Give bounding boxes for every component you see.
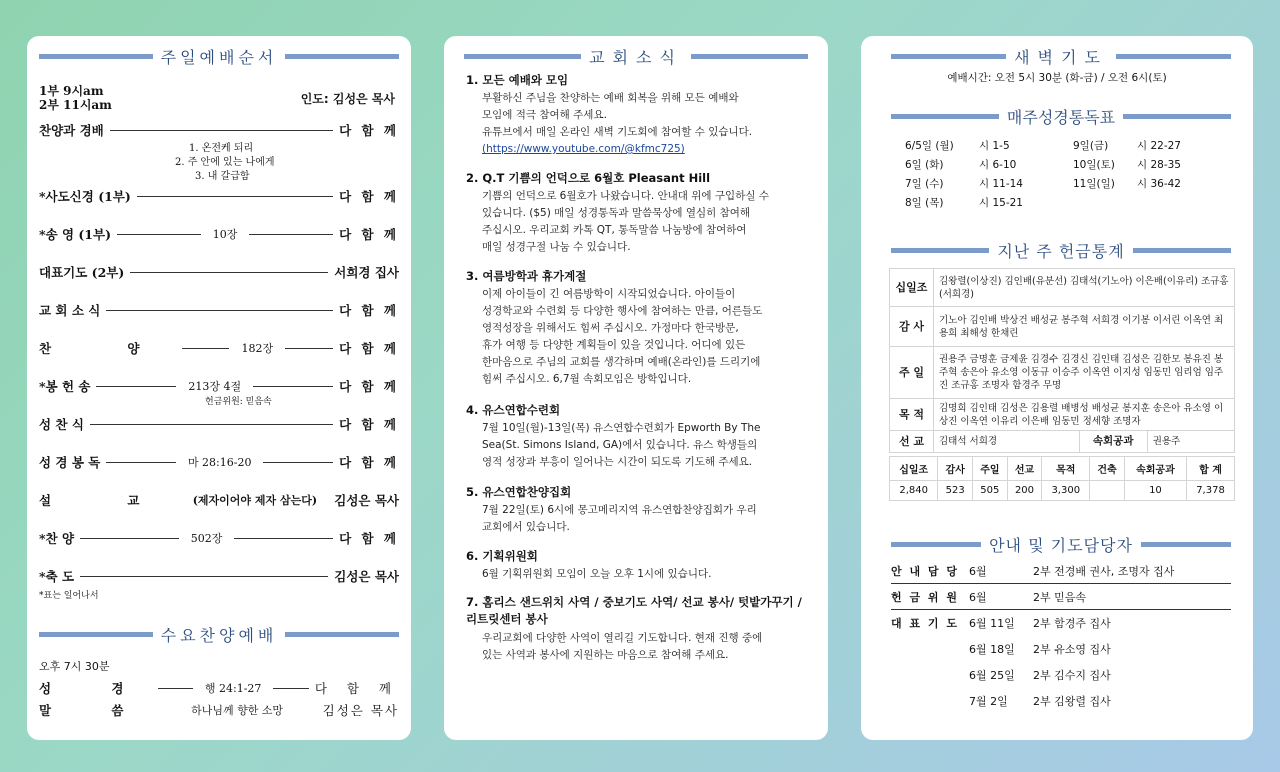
offering-title: 지난 주 헌금통계 xyxy=(997,241,1125,261)
reading-day: 8일 (목) xyxy=(905,197,944,209)
reading-day: 11일(일) xyxy=(1073,178,1115,190)
offering-totals-table xyxy=(889,456,1235,501)
order-mid: 10장 xyxy=(212,228,238,241)
order-row xyxy=(39,490,399,510)
offering-kind: 주 일 xyxy=(890,347,934,399)
order-row xyxy=(39,300,399,320)
order-right: 다 함 께 xyxy=(314,681,399,696)
reading-chapters: 시 28-35 xyxy=(1137,159,1181,171)
news-line: 이제 아이들이 긴 여름방학이 시작되었습니다. 아이들이 xyxy=(482,288,736,300)
news-heading: 5. 유스연합찬양집회 xyxy=(466,485,572,499)
offering-kind: 목 적 xyxy=(890,399,934,431)
order-line xyxy=(106,462,176,463)
order-right: 다 함 께 xyxy=(339,341,400,356)
offering-row xyxy=(890,431,1235,453)
news-line: 교회에서 있습니다. xyxy=(482,521,570,533)
guide-list xyxy=(891,558,1231,714)
offering-kind: 십일조 xyxy=(890,269,934,307)
info-panel xyxy=(861,36,1253,740)
order-line xyxy=(80,576,328,577)
wed-row xyxy=(39,678,399,698)
header-bar xyxy=(691,54,808,59)
order-mid: 213장 4절 xyxy=(188,380,242,393)
totals-head: 목적 xyxy=(1042,457,1090,481)
order-right: 김성은 목사 xyxy=(322,703,399,718)
news-line: 성경학교와 수련회 등 다양한 행사에 참여하는 만큼, 어른들도 xyxy=(482,305,763,317)
news-title: 교회소식 xyxy=(589,47,683,67)
order-mid: (제자이어야 제자 삼는다) xyxy=(192,494,318,507)
totals-value: 200 xyxy=(1007,481,1042,501)
reading-row xyxy=(1073,157,1181,176)
sunday-header xyxy=(39,46,399,66)
service-times xyxy=(39,84,112,112)
offering-header xyxy=(891,240,1231,260)
news-body xyxy=(466,286,814,388)
order-name: *송 영 (1부) xyxy=(39,227,111,242)
order-row xyxy=(39,120,399,140)
news-item xyxy=(466,402,814,471)
order-line xyxy=(158,688,193,689)
footnote: *표는 일어나서 xyxy=(39,591,99,601)
order-right: 김성은 목사 xyxy=(334,569,399,584)
order-line xyxy=(249,234,333,235)
order-name: 찬양과 경배 xyxy=(39,123,104,138)
order-row xyxy=(39,186,399,206)
news-line: 7월 10일(월)-13일(목) 유스연합수련회가 Epworth By The xyxy=(482,422,761,434)
news-body xyxy=(466,502,814,536)
totals-value: 10 xyxy=(1124,481,1186,501)
leader: 인도: 김성은 목사 xyxy=(300,92,395,106)
offering-kind: 감 사 xyxy=(890,307,934,347)
offering-row xyxy=(890,269,1235,307)
order-name: *축 도 xyxy=(39,569,75,584)
news-heading: 4. 유스연합수련회 xyxy=(466,403,561,417)
order-name: *봉 헌 송 xyxy=(39,379,91,394)
news-item xyxy=(466,170,814,256)
news-body xyxy=(466,90,814,158)
reading-title: 매주성경통독표 xyxy=(1006,107,1116,127)
header-bar xyxy=(464,54,581,59)
order-line xyxy=(234,538,333,539)
order-line xyxy=(96,386,176,387)
reading-row xyxy=(1073,176,1181,195)
reading-day: 10일(토) xyxy=(1073,159,1115,171)
totals-value: 3,300 xyxy=(1042,481,1090,501)
offering-row xyxy=(890,347,1235,399)
song-1: 1. 온전케 되리 xyxy=(189,143,254,154)
dawn-time: 예배시간: 오전 5시 30분 (화-금) / 오전 6시(토) xyxy=(947,72,1167,84)
order-right: 다 함 께 xyxy=(339,531,400,546)
news-line: 주십시오. 우리교회 카톡 QT, 통독말씀 나눔방에 참여하여 xyxy=(482,224,747,236)
offering-names: 김명희 김인태 김성은 김용렬 배병성 배성균 봉지훈 송은아 유소영 이상진 이옥연 이유리 이은배 임동민 정세향 조명자 xyxy=(934,399,1235,431)
header-bar xyxy=(1123,114,1231,119)
reading-day: 6일 (화) xyxy=(905,159,944,171)
youtube-link[interactable]: (https://www.youtube.com/@kfmc725) xyxy=(482,143,685,155)
guide-month: 6월 25일 xyxy=(969,669,1015,682)
order-mid: 마 28:16-20 xyxy=(187,456,252,469)
order-mid: 502장 xyxy=(190,532,223,545)
order-row xyxy=(39,376,399,396)
news-body xyxy=(466,630,814,664)
news-line: 우리교회에 다양한 사역이 열리길 기도합니다. 현재 진행 중에 xyxy=(482,632,763,644)
order-line xyxy=(285,348,333,349)
news-line: 영적성장을 위해서도 힘써 주십시오. 가정마다 한국방문, xyxy=(482,322,739,334)
order-right: 다 함 께 xyxy=(339,417,399,432)
guide-month: 6월 xyxy=(969,564,987,578)
news-line: 한마음으로 주님의 교회를 생각하며 예배(온라인)를 드리기에 xyxy=(482,356,761,368)
news-line: 매일 성경구절 나눔 수 있습니다. xyxy=(482,241,631,253)
news-body xyxy=(466,188,814,256)
reading-chapters: 시 36-42 xyxy=(1137,178,1181,190)
news-item xyxy=(466,72,814,158)
guide-person: 2부 유소영 집사 xyxy=(1033,643,1111,656)
news-heading: 1. 모든 예배와 모임 xyxy=(466,73,569,87)
news-line: Sea(St. Simons Island, GA)에서 있습니다. 유스 학생들의 xyxy=(482,439,758,451)
worship-panel xyxy=(27,36,411,740)
praise-songs xyxy=(175,142,275,184)
header-bar xyxy=(39,54,153,59)
news-body xyxy=(466,566,814,583)
reading-left xyxy=(905,138,1023,214)
offering-kind: 선 교 xyxy=(890,431,934,453)
order-line xyxy=(106,310,333,311)
guide-row xyxy=(891,584,1231,610)
wed-row xyxy=(39,700,399,720)
news-line: 있습니다. ($5) 매일 성경통독과 말씀묵상에 열심히 참여해 xyxy=(482,207,751,219)
header-bar xyxy=(285,54,399,59)
news-line: 힘써 주십시오. 6,7월 속회모임은 방학입니다. xyxy=(482,373,692,385)
guide-row xyxy=(891,558,1231,584)
reading-day: 7일 (수) xyxy=(905,178,944,190)
guide-person: 2부 전경배 권사, 조명자 집사 xyxy=(1033,564,1175,578)
order-row xyxy=(39,566,399,586)
offering-row xyxy=(890,399,1235,431)
totals-value: 7,378 xyxy=(1187,481,1235,501)
totals-head: 건축 xyxy=(1090,457,1125,481)
totals-head-row xyxy=(890,457,1235,481)
reading-chapters: 시 22-27 xyxy=(1137,140,1181,152)
header-bar xyxy=(1116,54,1231,59)
order-row xyxy=(39,262,399,282)
order-right: 서희경 집사 xyxy=(334,265,399,280)
totals-head: 합 계 xyxy=(1187,457,1235,481)
dawn-header xyxy=(891,46,1231,66)
guide-month: 6월 18일 xyxy=(969,643,1015,656)
guide-month: 7월 2일 xyxy=(969,695,1008,708)
order-right: 다 함 께 xyxy=(339,455,399,470)
totals-head: 감사 xyxy=(938,457,973,481)
header-bar xyxy=(891,542,981,547)
news-line: 유튜브에서 매일 온라인 새벽 기도회에 참여할 수 있습니다. xyxy=(482,126,753,138)
order-name: 성 경 봉 독 xyxy=(39,455,101,470)
guide-month: 6월 xyxy=(969,590,987,604)
news-line: 영적 성장과 부흥이 일어나는 시간이 되도록 기도해 주세요. xyxy=(482,456,753,468)
header-bar xyxy=(891,54,1006,59)
news-body xyxy=(466,420,814,471)
order-mid: 182장 xyxy=(241,342,274,355)
guide-header xyxy=(891,534,1231,554)
news-panel xyxy=(444,36,828,740)
guide-role: 헌 금 위 원 xyxy=(891,590,959,604)
reading-day: 6/5일 (월) xyxy=(905,140,954,152)
offering-names: 김왕렬(이상진) 김인배(유분선) 김태석(기노아) 이은배(이유리) 조규홍(서희경) xyxy=(934,269,1235,307)
song-3: 3. 내 갈급함 xyxy=(195,171,250,182)
order-name: 찬 양 xyxy=(39,341,176,356)
order-right: 다 함 께 xyxy=(339,227,399,242)
order-right: 김성은 목사 xyxy=(334,493,399,508)
offering-names: 권용주 금명훈 금제윤 김경수 김경신 김인태 김성은 김한모 봉유진 봉주혁 송은아 유소영 이동규 이승주 이옥연 이지성 임동민 임리엄 임주진 조규홍 조명자 함경주 무명 xyxy=(934,347,1235,399)
order-row xyxy=(39,338,399,358)
order-right: 다 함 께 xyxy=(339,303,399,318)
news-line: 6월 기획위원회 모임이 오늘 오후 1시에 있습니다. xyxy=(482,568,712,580)
header-bar xyxy=(285,632,399,637)
news-heading: 3. 여름방학과 휴가계절 xyxy=(466,269,587,283)
news-heading: 2. Q.T 기쁨의 언덕으로 6월호 Pleasant Hill xyxy=(466,171,711,185)
offering-names-table xyxy=(889,268,1235,453)
order-right: 다 함 께 xyxy=(339,123,399,138)
reading-row xyxy=(905,138,1023,157)
order-name: *찬 양 xyxy=(39,531,75,546)
service-time-2: 2부 11시am xyxy=(39,98,112,112)
reading-day: 9일(금) xyxy=(1073,140,1109,152)
reading-chapters: 시 11-14 xyxy=(979,178,1023,190)
guide-row xyxy=(891,688,1231,714)
guide-person: 2부 김왕렬 집사 xyxy=(1033,695,1111,708)
news-header xyxy=(464,46,808,66)
totals-value-row xyxy=(890,481,1235,501)
wednesday-time: 오후 7시 30분 xyxy=(39,660,110,673)
reading-chapters: 시 15-21 xyxy=(979,197,1023,209)
sunday-title: 주일예배순서 xyxy=(160,47,278,67)
service-time-1: 1부 9시am xyxy=(39,84,104,98)
header-bar xyxy=(891,114,999,119)
order-name: 설 교 xyxy=(39,493,176,508)
totals-value: 523 xyxy=(938,481,973,501)
offering-names: 권용주 xyxy=(1147,431,1234,453)
guide-row xyxy=(891,662,1231,688)
order-line xyxy=(130,272,328,273)
guide-month: 6월 11일 xyxy=(969,617,1015,630)
header-bar xyxy=(1141,542,1231,547)
guide-role: 대 표 기 도 xyxy=(891,617,959,630)
wednesday-header xyxy=(39,624,399,644)
totals-head: 주일 xyxy=(973,457,1008,481)
reading-right xyxy=(1073,138,1181,195)
offering-row xyxy=(890,307,1235,347)
order-name: 성 경 xyxy=(39,681,152,696)
order-name: 말 씀 xyxy=(39,703,152,718)
order-line xyxy=(137,196,333,197)
totals-head: 선교 xyxy=(1007,457,1042,481)
news-line: 있는 사역과 봉사에 지원하는 마음으로 참여해 주세요. xyxy=(482,649,729,661)
offering-names: 김태석 서희경 xyxy=(934,431,1080,453)
guide-person: 2부 김수지 집사 xyxy=(1033,669,1111,682)
offering-helper: 헌금위원: 믿음속 xyxy=(205,397,272,407)
order-mid: 행 24:1-27 xyxy=(204,682,262,695)
guide-title: 안내 및 기도담당자 xyxy=(989,535,1133,555)
order-name: 대표기도 (2부) xyxy=(39,265,125,280)
order-right: 다 함 께 xyxy=(339,379,399,394)
news-item xyxy=(466,484,814,536)
order-name: 성 찬 식 xyxy=(39,417,84,432)
totals-head: 속회공과 xyxy=(1124,457,1186,481)
reading-row xyxy=(1073,138,1181,157)
cell-offering-kind: 속회공과 xyxy=(1079,431,1147,453)
news-line: 부활하신 주님을 찬양하는 예배 회복을 위해 모든 예배와 xyxy=(482,92,739,104)
order-mid: 하나님께 향한 소망 xyxy=(191,704,284,717)
reading-header xyxy=(891,106,1231,126)
guide-person: 2부 믿음속 xyxy=(1033,590,1086,604)
header-bar xyxy=(1133,248,1231,253)
totals-head: 십일조 xyxy=(890,457,938,481)
news-item xyxy=(466,594,814,664)
news-item xyxy=(466,548,814,583)
order-right: 다 함 께 xyxy=(339,189,399,204)
guide-row xyxy=(891,610,1231,636)
order-line xyxy=(90,424,333,425)
order-line xyxy=(182,348,230,349)
order-row xyxy=(39,224,399,244)
header-bar xyxy=(891,248,989,253)
order-row xyxy=(39,414,399,434)
news-item xyxy=(466,268,814,388)
order-row xyxy=(39,528,399,548)
news-line: 7월 22일(토) 6시에 몽고메리지역 유스연합찬양집회가 우리 xyxy=(482,504,757,516)
offering-names: 기노아 김인배 박상건 배성균 봉주혁 서희경 이기봉 이서린 이옥연 최용희 최해성 한채린 xyxy=(934,307,1235,347)
reading-row xyxy=(905,195,1023,214)
totals-value: 2,840 xyxy=(890,481,938,501)
order-line xyxy=(273,688,308,689)
reading-row xyxy=(905,176,1023,195)
dawn-title: 새벽기도 xyxy=(1014,47,1108,67)
order-line xyxy=(110,130,333,131)
guide-role: 안 내 담 당 xyxy=(891,564,959,578)
news-heading: 7. 홈리스 샌드위치 사역 / 중보기도 사역/ 선교 봉사/ 텃밭가꾸기 / 리트릿센터 봉사 xyxy=(466,595,802,626)
news-line: 모임에 적극 참여해 주세요. xyxy=(482,109,607,121)
order-name: 교 회 소 식 xyxy=(39,303,101,318)
totals-value xyxy=(1090,481,1125,501)
reading-chapters: 시 1-5 xyxy=(979,140,1010,152)
order-line xyxy=(117,234,201,235)
order-name: *사도신경 (1부) xyxy=(39,189,131,204)
totals-value: 505 xyxy=(973,481,1008,501)
reading-chapters: 시 6-10 xyxy=(979,159,1017,171)
header-bar xyxy=(39,632,153,637)
news-line: 휴가 여행 등 다양한 계획들이 있을 것입니다. 어디에 있든 xyxy=(482,339,746,351)
news-heading: 6. 기획위원회 xyxy=(466,549,538,563)
song-2: 2. 주 안에 있는 나에게 xyxy=(175,157,275,168)
order-line xyxy=(80,538,179,539)
wednesday-title: 수요찬양예배 xyxy=(160,625,278,645)
guide-row xyxy=(891,636,1231,662)
reading-row xyxy=(905,157,1023,176)
news-line: 기쁨의 언덕으로 6월호가 나왔습니다. 안내대 위에 구입하실 수 xyxy=(482,190,769,202)
order-line xyxy=(263,462,333,463)
order-line xyxy=(253,386,333,387)
guide-person: 2부 함경주 집사 xyxy=(1033,617,1111,630)
order-row xyxy=(39,452,399,472)
